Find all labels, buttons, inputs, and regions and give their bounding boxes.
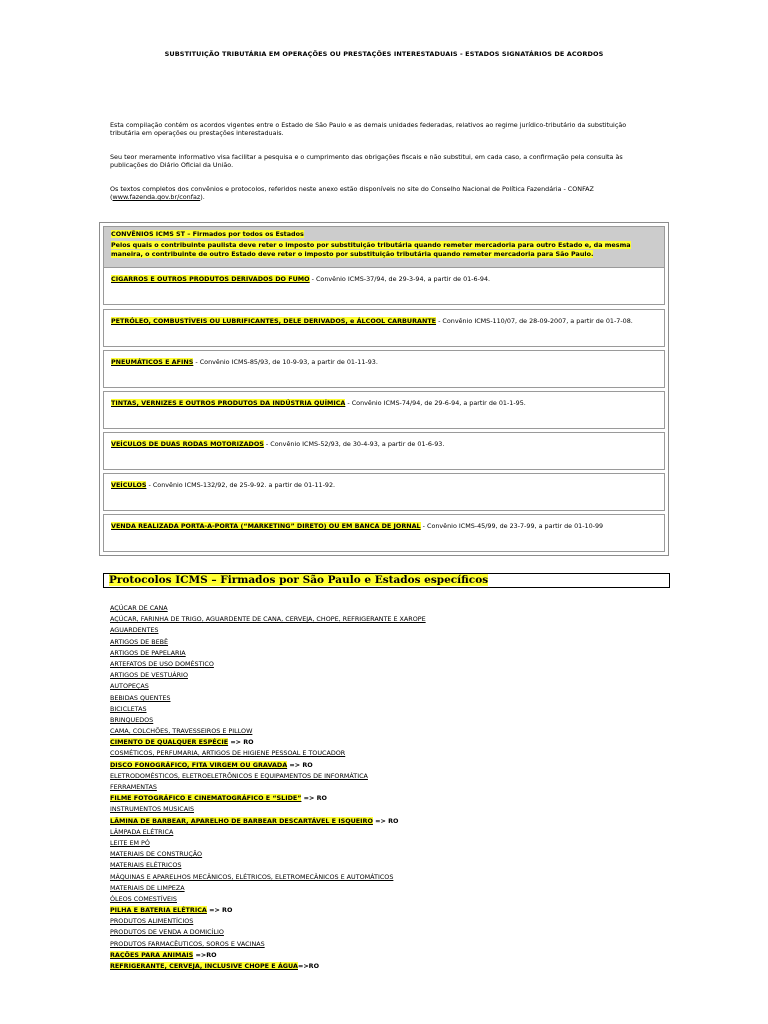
protocolo-link[interactable]: LÂMINA DE BARBEAR, APARELHO DE BARBEAR DESCARTÁVEL E ISQUEIRO — [110, 816, 373, 825]
protocolo-link[interactable]: FERRAMENTAS — [110, 783, 157, 791]
protocolo-state-suffix: => RO — [301, 794, 327, 803]
protocolo-list-item — [110, 849, 670, 860]
protocolo-link[interactable]: CIMENTO DE QUALQUER ESPÉCIE — [110, 738, 229, 747]
protocolo-list-item — [110, 603, 670, 614]
protocolo-list-item — [110, 614, 670, 625]
protocolo-list-item — [110, 670, 670, 681]
protocolo-list-item — [110, 827, 670, 838]
convenios-header-description: Pelos quais o contribuinte paulista deve reter o imposto por substituição tributária quando remeter mercadoria para outro Estado e, da mesma maneira, o contribuinte de outro Estado deve reter o imposto por substituição tributária quando remeter mercadoria para São Paulo. — [111, 241, 631, 258]
convenio-row — [103, 309, 665, 347]
protocolo-list-item — [110, 950, 670, 961]
convenio-product-name[interactable]: TINTAS, VERNIZES E OUTROS PRODUTOS DA INDÚSTRIA QUÍMICA — [111, 399, 346, 407]
protocolo-list-item — [110, 793, 670, 804]
protocolo-list-item — [110, 637, 670, 648]
convenio-row — [103, 473, 665, 511]
protocolo-link[interactable]: ÓLEOS COMESTÍVEIS — [110, 894, 177, 903]
protocolo-link[interactable]: PRODUTOS FARMACÊUTICOS, SOROS E VACINAS — [110, 939, 265, 948]
protocolo-link[interactable]: CAMA, COLCHÕES, TRAVESSEIROS E PILLOW — [110, 727, 253, 736]
protocolo-link[interactable]: MÁQUINAS E APARELHOS MECÂNICOS, ELÉTRICOS, ELETROMECÂNICOS E AUTOMÁTICOS — [110, 872, 394, 881]
protocolo-state-suffix: => RO — [287, 760, 313, 769]
convenio-product-name[interactable]: VEÍCULOS DE DUAS RODAS MOTORIZADOS — [111, 440, 264, 448]
protocolo-link[interactable]: PRODUTOS ALIMENTÍCIOS — [110, 917, 194, 926]
protocolo-list-item — [110, 748, 670, 759]
protocolo-link[interactable]: ARTIGOS DE PAPELARIA — [110, 648, 186, 657]
document-title: SUBSTITUIÇÃO TRIBUTÁRIA EM OPERAÇÕES OU PRESTAÇÕES INTERESTADUAIS - ESTADOS SIGNATÁRIOS DE ACORDOS — [164, 50, 604, 58]
convenio-row — [103, 514, 665, 552]
convenio-detail: - Convênio ICMS-52/93, de 30-4-93, a partir de 01-6-93. — [263, 440, 445, 448]
convenio-product-name[interactable]: PNEUMÁTICOS E AFINS — [111, 358, 194, 366]
protocolo-link[interactable]: MATERIAIS DE LIMPEZA — [110, 883, 185, 892]
protocolos-header-text: Protocolos ICMS – Firmados por São Paulo e Estados específicos — [109, 574, 489, 586]
protocolo-link[interactable]: INSTRUMENTOS MUSICAIS — [110, 805, 195, 814]
protocolo-list-item — [110, 760, 670, 771]
protocolo-list-item — [110, 681, 670, 692]
protocolo-list-item — [110, 883, 670, 894]
protocolo-list-item — [110, 737, 670, 748]
protocolo-link[interactable]: COSMÉTICOS, PERFUMARIA, ARTIGOS DE HIGIENE PESSOAL E TOUCADOR — [110, 749, 346, 758]
protocolo-state-suffix: =>RO — [297, 962, 320, 970]
intro-paragraph-3-text: Os textos completos dos convênios e protocolos, referidos neste anexo estão disponíveis no site do Conselho Nacional de Política Fazendária - CONFAZ ( — [110, 185, 594, 202]
protocolo-link[interactable]: PILHA E BATERIA ELÉTRICA — [110, 906, 207, 915]
protocolo-link[interactable]: ARTIGOS DE BEBÊ — [110, 637, 169, 646]
intro-paragraph-2: Seu teor meramente informativo visa facilitar a pesquisa e o cumprimento das obrigações fiscais e não substitui, em cada caso, a confirmação pela consulta às publicações do Diário Oficial da União. — [110, 153, 623, 170]
protocolo-link[interactable]: REFRIGERANTE, CERVEJA, INCLUSIVE CHOPE E ÁGUA — [110, 962, 298, 970]
protocolo-state-suffix: => RO — [206, 906, 233, 915]
protocolo-list-item — [110, 625, 670, 636]
protocolo-list-item — [110, 715, 670, 726]
convenios-table — [99, 222, 669, 556]
protocolo-list-item — [110, 693, 670, 704]
protocolos-list — [110, 603, 670, 972]
protocolo-list-item — [110, 905, 670, 916]
protocolos-header — [103, 573, 670, 588]
protocolo-link[interactable]: AUTOPEÇAS — [110, 682, 149, 691]
protocolo-list-item — [110, 916, 670, 927]
protocolo-link[interactable]: BRINQUEDOS — [110, 715, 154, 724]
protocolo-list-item — [110, 894, 670, 905]
protocolo-state-suffix: =>RO — [193, 950, 217, 959]
protocolo-list-item — [110, 927, 670, 938]
convenio-row — [103, 391, 665, 429]
protocolo-link[interactable]: BEBIDAS QUENTES — [110, 693, 171, 702]
protocolo-list-item — [110, 860, 670, 871]
protocolo-list-item — [110, 771, 670, 782]
protocolo-list-item — [110, 816, 670, 827]
protocolo-state-suffix: => RO — [372, 816, 399, 825]
convenio-product-name[interactable]: VEÍCULOS — [111, 481, 147, 489]
convenio-product-name[interactable]: VENDA REALIZADA PORTA-A-PORTA (“MARKETING” DIRETO) OU EM BANCA DE JORNAL — [111, 522, 421, 530]
protocolo-link[interactable]: ARTIGOS DE VESTUÁRIO — [110, 671, 188, 680]
intro-paragraph-3-end: ). — [200, 193, 205, 202]
protocolo-link[interactable]: LÂMPADA ELÉTRICA — [110, 827, 174, 836]
protocolo-link[interactable]: MATERIAIS ELÉTRICOS — [110, 861, 182, 870]
protocolo-link[interactable]: LEITE EM PÓ — [110, 838, 150, 847]
protocolo-list-item — [110, 872, 670, 883]
protocolo-link[interactable]: PRODUTOS DE VENDA A DOMICÍLIO — [110, 928, 224, 937]
protocolo-list-item — [110, 961, 670, 972]
protocolo-link[interactable]: ARTEFATOS DE USO DOMÉSTICO — [110, 659, 214, 668]
convenios-header — [103, 226, 665, 268]
protocolo-link[interactable]: AÇÚCAR, FARINHA DE TRIGO, AGUARDENTE DE CANA, CERVEJA, CHOPE, REFRIGERANTE E XAROPE — [110, 615, 426, 624]
protocolo-link[interactable]: MATERIAIS DE CONSTRUÇÃO — [110, 850, 203, 859]
protocolo-list-item — [110, 838, 670, 849]
convenio-detail: - Convênio ICMS-132/92, de 25-9-92. a partir de 01-11-92. — [146, 481, 336, 489]
protocolo-list-item — [110, 659, 670, 670]
intro-paragraph-3 — [110, 185, 640, 202]
convenio-detail: - Convênio ICMS-45/99, de 23-7-99, a partir de 01-10-99 — [420, 522, 604, 530]
convenio-detail: - Convênio ICMS-74/94, de 29-6-94, a partir de 01-1-95. — [345, 399, 526, 407]
convenio-row — [103, 267, 665, 305]
convenio-detail: - Convênio ICMS-37/94, de 29-3-94, a partir de 01-6-94. — [309, 275, 491, 283]
protocolo-list-item — [110, 939, 670, 950]
confaz-link[interactable]: www.fazenda.gov.br/confaz — [112, 193, 201, 202]
convenio-product-name[interactable]: PETRÓLEO, COMBUSTÍVEIS OU LUBRIFICANTES, DELE DERIVADOS, e ÁLCOOL CARBURANTE — [111, 317, 437, 325]
protocolo-list-item — [110, 726, 670, 737]
protocolo-link[interactable]: ELETRODOMÉSTICOS, ELETROELETRÔNICOS E EQUIPAMENTOS DE INFORMÁTICA — [110, 771, 368, 780]
protocolo-link[interactable]: AGUARDENTES — [110, 626, 159, 635]
convenio-product-name[interactable]: CIGARROS E OUTROS PRODUTOS DERIVADOS DO FUMO — [111, 275, 310, 283]
protocolo-link[interactable]: RAÇÕES PARA ANIMAIS — [110, 950, 194, 959]
protocolo-state-suffix: => RO — [228, 738, 254, 747]
convenio-detail: - Convênio ICMS-110/07, de 28-09-2007, a partir de 01-7-08. — [436, 317, 633, 325]
protocolo-link[interactable]: FILME FOTOGRÁFICO E CINEMATOGRÁFICO E “SLIDE” — [110, 794, 302, 803]
intro-paragraph-1: Esta compilação contém os acordos vigentes entre o Estado de São Paulo e as demais unidades federadas, relativos ao regime jurídico-tributário da substituição tributária em operações ou prestações interestaduais. — [110, 121, 627, 138]
protocolo-link[interactable]: BICICLETAS — [110, 704, 147, 713]
protocolo-list-item — [110, 804, 670, 815]
protocolo-list-item — [110, 704, 670, 715]
protocolo-link[interactable]: AÇÚCAR DE CANA — [110, 604, 168, 612]
convenio-detail: - Convênio ICMS-85/93, de 10-9-93, a partir de 01-11-93. — [193, 358, 378, 366]
protocolo-link[interactable]: DISCO FONOGRÁFICO, FITA VIRGEM OU GRAVADA — [110, 760, 288, 769]
protocolo-list-item — [110, 782, 670, 793]
convenio-row — [103, 350, 665, 388]
protocolo-list-item — [110, 648, 670, 659]
convenio-row — [103, 432, 665, 470]
convenios-header-title: CONVÊNIOS ICMS ST – Firmados por todos os Estados — [111, 230, 304, 238]
